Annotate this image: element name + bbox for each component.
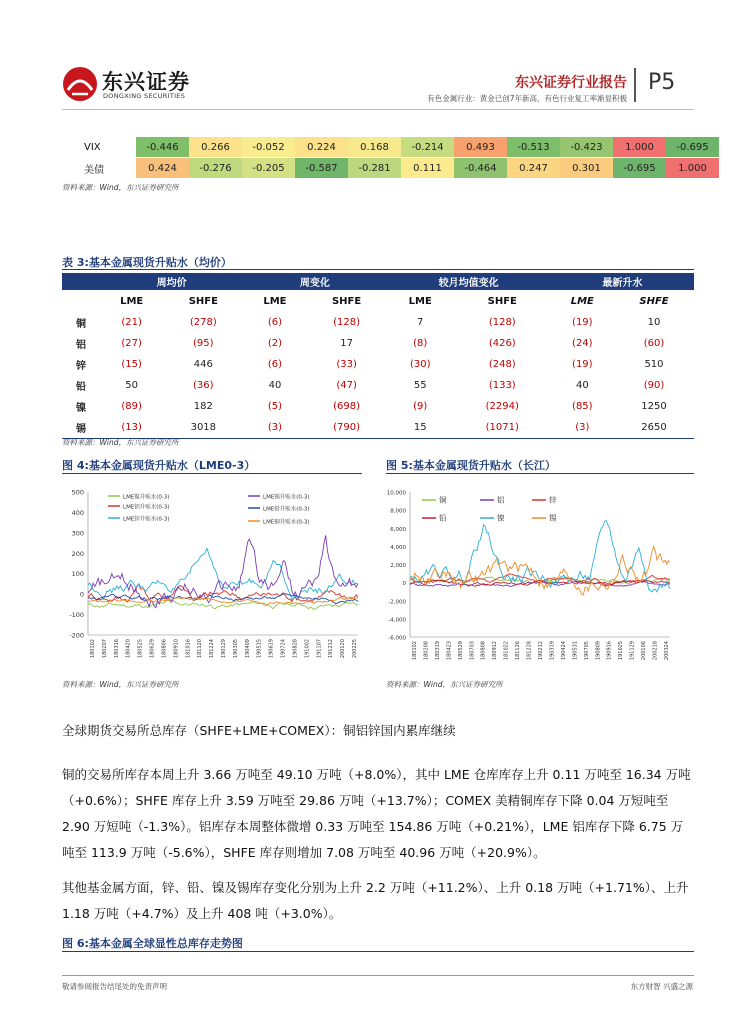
fig6-title: 图 6:基本金属全球显性总库存走势图 [62,937,243,950]
header-divider [634,68,636,102]
logo-icon [62,66,98,102]
y-tick-label: 300 [71,529,84,538]
premium-cell: (15) [121,359,142,370]
corr-cell: 0.247 [507,158,560,179]
x-tick-label: 190619 [268,639,275,659]
corr-source: 资料来源：Wind，东兴证券研究所 [62,183,179,192]
premium-cell: (89) [121,401,142,412]
corr-cell: -0.695 [666,137,719,158]
legend-label: 镍 [497,513,505,523]
y-tick-label: 8,000 [390,508,406,515]
x-tick-label: 190515 [256,639,263,659]
x-tick-label: 181126 [515,641,522,661]
logo-text: 东兴证券 [102,70,190,94]
x-tick-label: 200225 [352,639,358,659]
premium-cell: (60) [643,338,665,349]
footer-disclaimer: 敬请参阅报告结尾处的免责声明 [62,982,167,991]
x-tick-label: 180102 [412,641,418,661]
x-tick-label: 181224 [209,639,216,659]
premium-cell: 55 [413,380,427,391]
page-number: P5 [648,70,676,95]
premium-cell: (19) [572,317,593,328]
fig4-title: 图 4:基本金属现货升贴水（LME0-3） [62,459,256,472]
sub-header: LME [570,295,594,307]
premium-cell: (24) [572,338,593,349]
corr-cell: -0.587 [295,158,348,179]
legend-label: LME铝升贴水(0-3) [123,504,170,511]
x-tick-label: 191002 [304,639,311,659]
x-tick-label: 180420 [125,639,132,659]
corr-cell: -0.205 [242,158,295,179]
premium-cell: 15 [413,422,427,433]
premium-row [62,375,694,396]
x-tick-label: 190531 [572,641,579,661]
x-tick-label: 200120 [340,639,347,659]
group-header-blank [62,273,100,290]
series-line [410,547,670,595]
fig6-rule [62,951,694,952]
x-tick-label: 180912 [492,641,499,661]
fig4-chart [62,480,362,670]
group-header: 最新升水 [551,273,694,290]
group-header: 周变化 [243,273,386,290]
x-tick-label: 180207 [101,639,108,659]
corr-cell: 0.266 [189,137,242,158]
premium-cell: (8) [413,338,428,349]
x-tick-label: 180529 [457,641,464,661]
premium-cell: (19) [572,359,593,370]
x-tick-label: 181120 [197,639,204,659]
premium-cell: (5) [267,401,283,412]
y-tick-label: -200 [69,631,84,640]
corr-cell: 0.301 [560,158,613,179]
corr-cell: 0.168 [348,137,401,158]
metal-label: 镍 [76,403,86,414]
x-tick-label: 181022 [503,641,510,661]
table3-title: 表 3:基本金属现货升贴水（均价） [62,256,232,269]
premium-cell: 182 [193,401,213,412]
premium-cell: (9) [413,401,428,412]
fig5-title: 图 5:基本金属现货升贴水（长江） [386,459,556,472]
x-tick-label: 200324 [664,641,670,661]
corr-row-label: VIX [62,137,136,158]
premium-cell: (6) [267,317,283,328]
premium-cell: (21) [121,317,142,328]
x-tick-label: 190705 [583,641,590,661]
legend-label: LME铜升贴水(0-3) [263,519,310,526]
x-tick-label: 180806 [161,639,168,659]
legend-label: 锌 [549,495,557,505]
metal-label: 铝 [76,340,86,351]
x-tick-label: 190424 [560,641,567,661]
metal-label: 锡 [76,424,86,435]
sub-header: SHFE [331,295,362,307]
fig5-rule [386,473,694,474]
premium-cell: 1250 [641,401,667,412]
premium-cell: (33) [336,359,357,370]
premium-cell: 40 [268,380,282,391]
premium-cell: 2650 [641,422,667,433]
premium-cell: 446 [193,359,213,370]
y-tick-label: 400 [71,508,84,517]
corr-cell: 1.000 [666,158,719,179]
corr-cell: -0.464 [454,158,507,179]
sub-header: SHFE [487,295,517,307]
x-tick-label: 190319 [549,641,556,661]
legend-label: LME镍升贴水(0-3) [123,494,170,501]
paragraph-copper-aluminum: 铜的交易所库存本周上升 3.66 万吨至 49.10 万吨（+8.0%），其中 LME 仓库库存上升 0.11 万吨至 16.34 万吨（+0.6%）；SHFE 库存上升 3.59 万吨至 29.86 万吨（+13.7%）；COMEX 美精铜库存下降 0.04 万短吨至 2.90 万短吨（-1.3%）。铝库存本周整体微增 0.33 万吨至 154.86 万吨（+0.21%），LME 铝库存下降 6.75 万吨至 113.9 万吨（-5.6%），SHFE 库存则增加 7.08 万吨至 40.96 万吨（+20.9%）。 [62,767,691,860]
premium-cell: (1071) [485,422,519,433]
sub-header: LME [408,295,432,307]
y-tick-label: 2,000 [390,563,406,569]
table3-source: 资料来源：Wind，东兴证券研究所 [62,438,179,447]
x-tick-label: 180208 [423,641,430,661]
x-tick-label: 190724 [280,639,287,659]
corr-cell: -0.276 [189,158,242,179]
y-tick-label: -4,000 [388,617,406,624]
y-tick-label: -6,000 [388,635,406,642]
premium-cell: (698) [333,401,361,412]
x-tick-label: 190409 [244,639,251,659]
premium-cell: (95) [193,338,214,349]
premium-cell: (2) [267,338,283,349]
logo-english: DONGXING SECURITIES [103,92,186,100]
x-tick-label: 181228 [526,641,533,661]
corr-cell: 0.493 [454,137,507,158]
legend-label: 铜 [439,495,447,505]
x-tick-label: 180423 [446,641,453,661]
premium-cell: 17 [340,338,353,349]
sub-header: SHFE [639,295,669,307]
report-subtitle: 有色金属行业：黄金已创7年新高，有色行业复工率渐显积极 [427,94,627,103]
premium-cell: 7 [417,317,424,328]
corr-cell: -0.214 [401,137,454,158]
metal-label: 锌 [76,361,86,372]
y-tick-label: 0 [79,590,84,599]
legend-label: LME锌升贴水(0-3) [123,516,170,523]
premium-cell: (36) [193,380,214,391]
x-tick-label: 180316 [113,639,120,659]
y-tick-label: 0 [402,581,406,588]
corr-cell: -0.052 [242,137,295,158]
y-tick-label: 200 [71,549,84,558]
sub-header: SHFE [188,295,218,307]
paragraph-other-metals: 其他基金属方面，锌、铅、镍及锡库存变化分别为上升 2.2 万吨（+11.2%）、上升 0.18 万吨（+1.71%）、上升 1.18 万吨（+4.7%）及上升 408 吨（+3.0%）。 [62,880,689,921]
group-header: 周均价 [100,273,243,290]
table3-rule [62,269,694,270]
fig4-source: 资料来源：Wind，东兴证券研究所 [62,680,179,689]
premium-cell: (248) [488,359,516,370]
premium-row [62,333,694,354]
corr-cell: 1.000 [613,137,666,158]
corr-cell: 0.224 [295,137,348,158]
corr-row-label: 美债 [62,158,136,179]
premium-cell: (790) [333,422,361,433]
report-title: 东兴证券行业报告 [515,75,627,91]
x-tick-label: 190305 [232,639,239,659]
x-tick-label: 191212 [328,639,335,659]
x-tick-label: 190828 [292,639,299,659]
correlation-table [62,137,719,179]
y-tick-label: 500 [71,488,84,497]
y-tick-label: -2,000 [388,599,406,606]
corr-cell: -0.513 [507,137,560,158]
footer-rule [62,975,694,976]
premium-cell: (6) [267,359,283,370]
legend-label: LME铅升贴水(0-3) [263,506,310,513]
premium-cell: (2294) [485,401,519,412]
legend-label: 铝 [497,495,505,505]
premium-cell: (27) [121,338,142,349]
premium-cell: (3) [267,422,283,433]
premium-cell: (90) [643,380,665,391]
premium-row [62,417,694,439]
y-tick-label: 4,000 [390,544,406,551]
premium-cell: (30) [409,359,431,370]
x-tick-label: 180910 [173,639,180,659]
x-tick-label: 180808 [480,641,487,661]
premium-cell: 510 [644,359,664,370]
premium-cell: (278) [189,317,217,328]
x-tick-label: 190129 [221,639,227,659]
corr-cell: 0.424 [136,158,189,179]
corr-cell: -0.446 [136,137,189,158]
premium-cell: (128) [488,317,516,328]
x-tick-label: 191107 [316,639,323,659]
x-tick-label: 180703 [469,641,476,661]
y-tick-label: -100 [69,611,84,620]
x-tick-label: 181016 [185,639,192,659]
fig5-source: 资料来源：Wind，东兴证券研究所 [386,680,503,689]
legend-label: 锡 [549,513,557,523]
premium-cell: (426) [488,338,516,349]
paragraph-heading: 全球期货交易所总库存（SHFE+LME+COMEX）：铜铝锌国内累库继续 [62,723,456,738]
premium-row [62,354,694,375]
corr-cell: -0.423 [560,137,613,158]
corr-cell: 0.111 [401,158,454,179]
premium-cell: (3) [575,422,590,433]
premium-cell: 3018 [190,422,217,433]
premium-table [62,273,694,439]
premium-row [62,396,694,417]
x-tick-label: 180629 [149,639,156,659]
footer-slogan: 东方财智 兴盛之源 [630,982,693,991]
corr-cell: -0.281 [348,158,401,179]
fig4-rule [62,473,362,474]
premium-cell: (85) [572,401,593,412]
x-tick-label: 180102 [90,639,96,659]
metal-label: 铅 [76,382,86,393]
x-tick-label: 200218 [652,641,659,661]
x-tick-label: 200106 [641,641,648,661]
x-tick-label: 190809 [595,641,602,661]
sub-header: LME [263,295,287,307]
x-tick-label: 180319 [434,641,441,661]
x-tick-label: 191025 [618,641,625,661]
y-tick-label: 100 [71,570,84,579]
fig5-chart [380,482,680,672]
y-tick-label: 10,000 [386,490,406,497]
premium-cell: (47) [336,380,357,391]
x-tick-label: 190212 [538,641,544,661]
sub-header-blank [62,290,100,312]
y-tick-label: 6,000 [390,526,406,533]
premium-cell: 10 [647,317,661,328]
metal-label: 铜 [76,319,86,330]
premium-cell: (128) [333,317,361,328]
x-tick-label: 190916 [606,641,613,661]
sub-header: LME [120,295,144,307]
corr-row [62,137,719,158]
corr-row [62,158,719,179]
x-tick-label: 191129 [629,641,636,661]
premium-cell: (133) [488,380,516,391]
premium-cell: (13) [121,422,142,433]
premium-cell: 50 [125,380,139,391]
x-tick-label: 180525 [137,639,144,659]
premium-cell: 40 [575,380,589,391]
legend-label: LME锡升贴水(0-3) [263,494,310,501]
header-rule [62,109,694,110]
premium-row [62,312,694,333]
corr-cell: -0.695 [613,158,666,179]
legend-label: 铅 [439,513,447,523]
group-header: 较月均值变化 [387,273,551,290]
